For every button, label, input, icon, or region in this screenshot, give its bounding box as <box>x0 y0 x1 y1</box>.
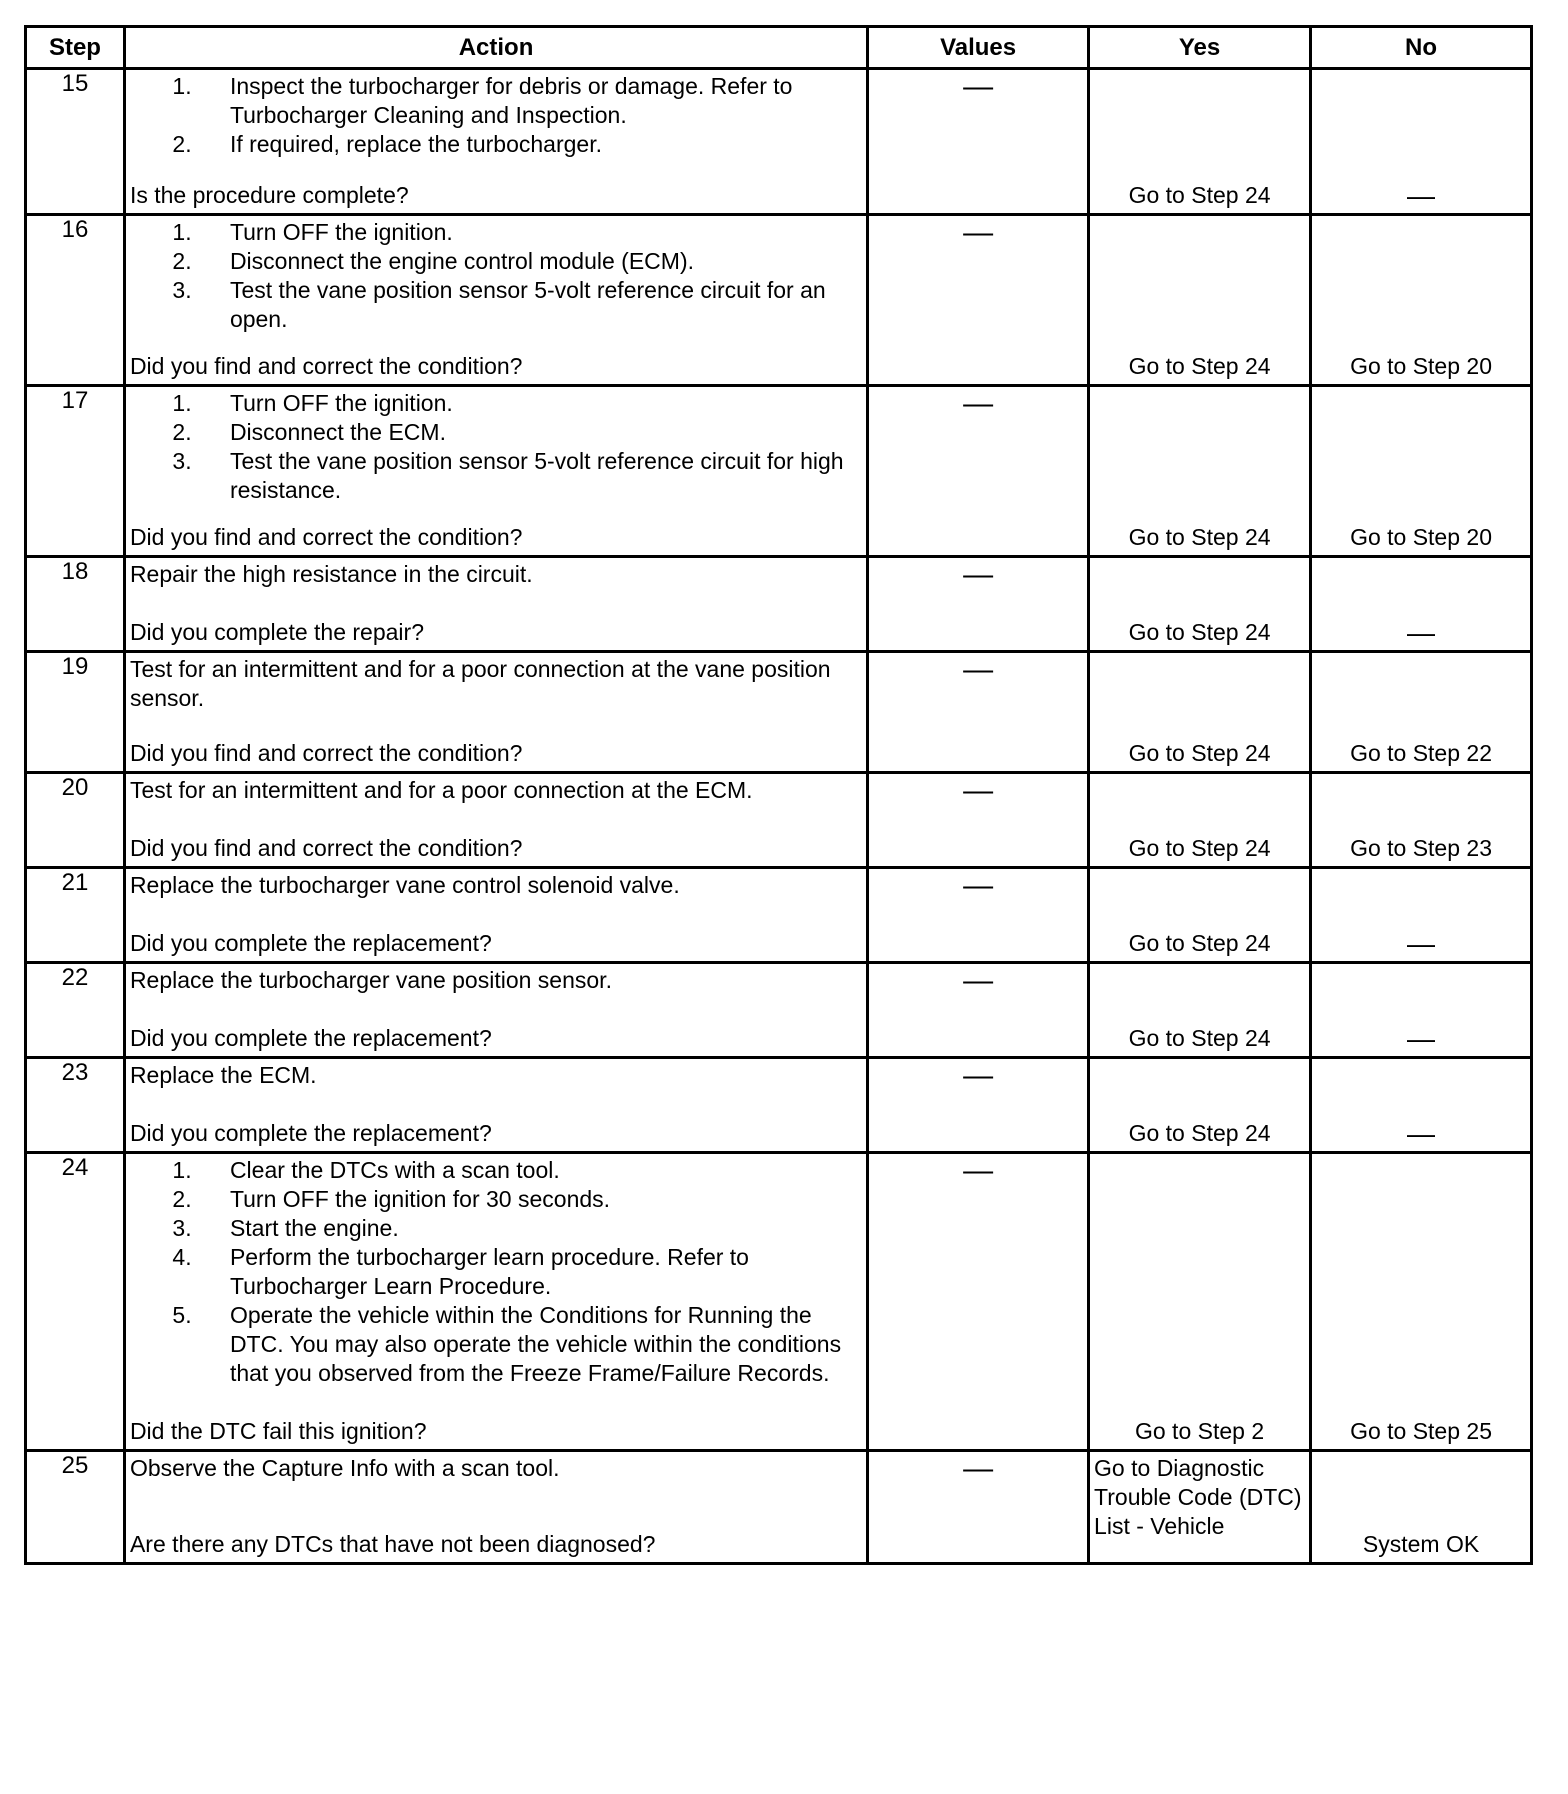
action-question: Is the procedure complete? <box>129 182 409 208</box>
table-row <box>26 1058 1532 1153</box>
yes-result: Go to Step 24 <box>1128 835 1271 861</box>
values-cell: — <box>868 652 1089 773</box>
action-text: Replace the turbocharger vane control solenoid valve. <box>129 872 680 898</box>
step-number: 19 <box>26 652 125 773</box>
action-steps-list <box>130 218 862 334</box>
yes-result: Go to Step 24 <box>1128 1025 1271 1051</box>
action-step: 1. Inspect the turbocharger for debris or damage. Refer to Turbocharger Cleaning and Inspection. <box>230 72 862 130</box>
no-result: Go to Step 22 <box>1350 740 1492 766</box>
table-row <box>26 963 1532 1058</box>
table-row <box>26 868 1532 963</box>
step-number: 17 <box>26 386 125 557</box>
table-body <box>26 69 1532 1564</box>
yes-cell <box>1089 773 1311 868</box>
action-cell <box>124 386 867 557</box>
values-cell: — <box>868 1058 1089 1153</box>
no-cell <box>1311 386 1532 557</box>
no-cell <box>1311 69 1532 215</box>
step-number: 16 <box>26 215 125 386</box>
table-row <box>26 557 1532 652</box>
action-step: 1. Turn OFF the ignition. <box>230 389 862 418</box>
yes-result: Go to Step 24 <box>1128 740 1271 766</box>
action-text: Test for an intermittent and for a poor connection at the ECM. <box>129 777 753 803</box>
step-number: 15 <box>26 69 125 215</box>
header-step: Step <box>26 27 125 69</box>
values-cell: — <box>868 773 1089 868</box>
table-row <box>26 386 1532 557</box>
action-step: 3. Test the vane position sensor 5-volt reference circuit for high resistance. <box>230 447 862 505</box>
step-number: 24 <box>26 1153 125 1451</box>
yes-cell <box>1089 69 1311 215</box>
no-cell <box>1311 652 1532 773</box>
action-step: 2. Disconnect the ECM. <box>230 418 862 447</box>
no-result: Go to Step 20 <box>1350 524 1492 550</box>
step-number: 23 <box>26 1058 125 1153</box>
yes-result: Go to Step 24 <box>1128 182 1271 208</box>
table-row <box>26 215 1532 386</box>
action-question: Did the DTC fail this ignition? <box>129 1418 427 1444</box>
no-cell <box>1311 215 1532 386</box>
yes-result: Go to Step 24 <box>1128 1120 1271 1146</box>
header-no: No <box>1311 27 1532 69</box>
yes-cell <box>1089 1451 1311 1564</box>
values-cell: — <box>868 963 1089 1058</box>
action-text: Observe the Capture Info with a scan tool. <box>129 1455 560 1481</box>
yes-result: Go to Step 2 <box>1134 1418 1265 1444</box>
action-cell <box>124 215 867 386</box>
action-step: 4. Perform the turbocharger learn procedure. Refer to Turbocharger Learn Procedure. <box>230 1243 862 1301</box>
values-cell: — <box>868 1153 1089 1451</box>
action-step: 2. If required, replace the turbocharger. <box>230 130 862 159</box>
action-step: 1. Turn OFF the ignition. <box>230 218 862 247</box>
step-number: 18 <box>26 557 125 652</box>
header-values: Values <box>868 27 1089 69</box>
step-number: 21 <box>26 868 125 963</box>
step-number: 22 <box>26 963 125 1058</box>
no-cell <box>1311 1153 1532 1451</box>
step-number: 20 <box>26 773 125 868</box>
header-action: Action <box>124 27 867 69</box>
header-yes: Yes <box>1089 27 1311 69</box>
action-cell <box>124 963 867 1058</box>
no-result: Go to Step 25 <box>1350 1418 1492 1444</box>
values-cell: — <box>868 386 1089 557</box>
no-cell <box>1311 963 1532 1058</box>
action-cell <box>124 557 867 652</box>
yes-cell <box>1089 1058 1311 1153</box>
yes-result: Go to Diagnostic Trouble Code (DTC) List - Vehicle <box>1094 1455 1302 1539</box>
no-result: — <box>1407 180 1436 211</box>
action-cell <box>124 1451 867 1564</box>
yes-cell <box>1089 652 1311 773</box>
action-cell <box>124 868 867 963</box>
table-row <box>26 69 1532 215</box>
no-cell <box>1311 773 1532 868</box>
no-result: — <box>1407 1023 1436 1054</box>
step-number: 25 <box>26 1451 125 1564</box>
action-question: Did you complete the replacement? <box>129 930 492 956</box>
action-step: 1. Clear the DTCs with a scan tool. <box>230 1156 862 1185</box>
action-step: 5. Operate the vehicle within the Conditions for Running the DTC. You may also operate the vehicle within the conditions that you observed from the Freeze Frame/Failure Records. <box>230 1301 862 1388</box>
diagnostic-table <box>24 25 1533 1565</box>
no-result: — <box>1407 1118 1436 1149</box>
action-question: Did you find and correct the condition? <box>129 353 523 379</box>
action-text: Replace the ECM. <box>129 1062 317 1088</box>
no-result: System OK <box>1362 1531 1480 1557</box>
action-question: Did you find and correct the condition? <box>129 524 523 550</box>
table-header-row <box>26 27 1532 69</box>
action-question: Did you find and correct the condition? <box>129 740 523 766</box>
yes-cell <box>1089 557 1311 652</box>
action-steps-list <box>130 1156 862 1388</box>
table-row <box>26 1153 1532 1451</box>
no-cell <box>1311 1451 1532 1564</box>
no-result: Go to Step 20 <box>1350 353 1492 379</box>
yes-cell <box>1089 963 1311 1058</box>
no-result: Go to Step 23 <box>1350 835 1492 861</box>
action-steps-list <box>130 389 862 505</box>
yes-cell <box>1089 1153 1311 1451</box>
action-text: Test for an intermittent and for a poor connection at the vane position sensor. <box>129 656 831 711</box>
action-question: Are there any DTCs that have not been diagnosed? <box>129 1531 656 1557</box>
action-steps-list <box>130 72 862 159</box>
action-question: Did you complete the repair? <box>129 619 424 645</box>
table-row <box>26 773 1532 868</box>
table-row <box>26 652 1532 773</box>
no-cell <box>1311 557 1532 652</box>
values-cell: — <box>868 1451 1089 1564</box>
action-text: Repair the high resistance in the circuit. <box>129 561 533 587</box>
no-result: — <box>1407 617 1436 648</box>
action-question: Did you find and correct the condition? <box>129 835 523 861</box>
yes-cell <box>1089 386 1311 557</box>
action-step: 2. Turn OFF the ignition for 30 seconds. <box>230 1185 862 1214</box>
no-result: — <box>1407 928 1436 959</box>
yes-cell <box>1089 215 1311 386</box>
action-step: 2. Disconnect the engine control module (ECM). <box>230 247 862 276</box>
action-cell <box>124 652 867 773</box>
no-cell <box>1311 1058 1532 1153</box>
action-cell <box>124 69 867 215</box>
no-cell <box>1311 868 1532 963</box>
action-step: 3. Test the vane position sensor 5-volt reference circuit for an open. <box>230 276 862 334</box>
action-question: Did you complete the replacement? <box>129 1120 492 1146</box>
values-cell: — <box>868 215 1089 386</box>
action-text: Replace the turbocharger vane position sensor. <box>129 967 612 993</box>
action-cell <box>124 1153 867 1451</box>
yes-result: Go to Step 24 <box>1128 353 1271 379</box>
yes-result: Go to Step 24 <box>1128 930 1271 956</box>
yes-result: Go to Step 24 <box>1128 619 1271 645</box>
action-cell <box>124 773 867 868</box>
action-step: 3. Start the engine. <box>230 1214 862 1243</box>
yes-cell <box>1089 868 1311 963</box>
values-cell: — <box>868 69 1089 215</box>
yes-result: Go to Step 24 <box>1128 524 1271 550</box>
values-cell: — <box>868 868 1089 963</box>
action-cell <box>124 1058 867 1153</box>
action-question: Did you complete the replacement? <box>129 1025 492 1051</box>
table-row <box>26 1451 1532 1564</box>
values-cell: — <box>868 557 1089 652</box>
